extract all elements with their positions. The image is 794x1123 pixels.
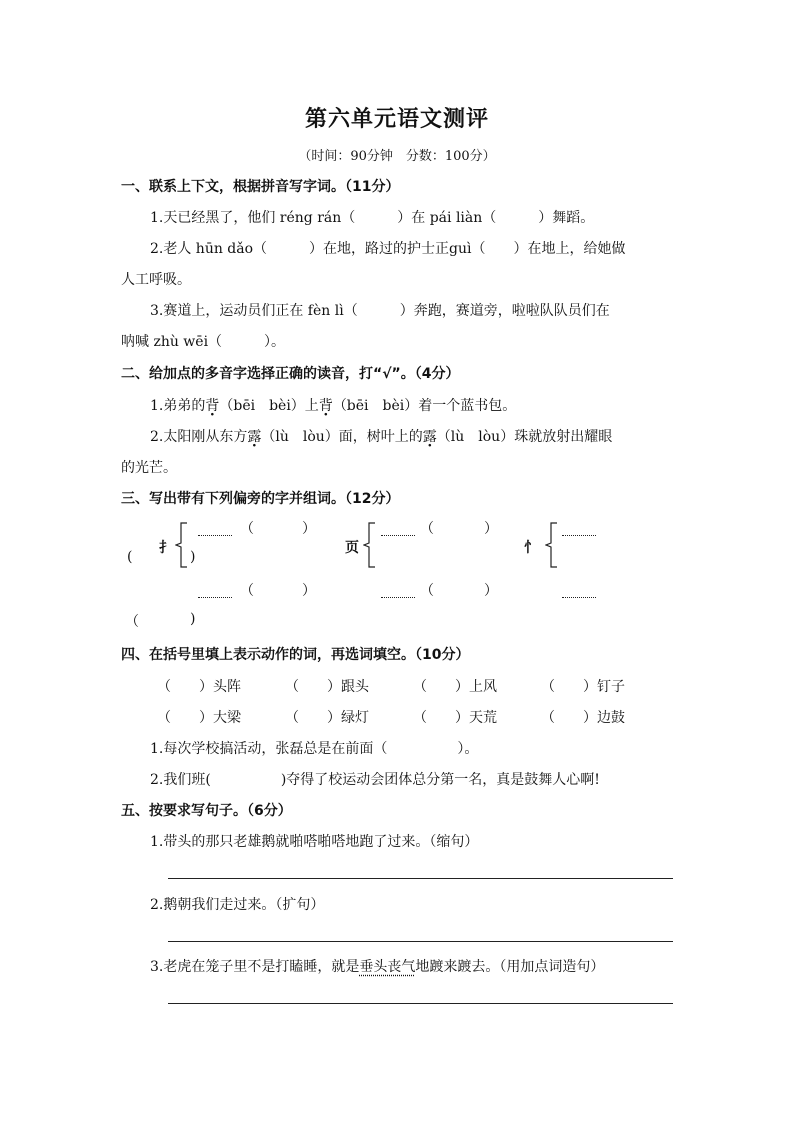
answer-paren-open: （ (420, 521, 434, 537)
phrase-item: （ ）上风 (413, 679, 497, 695)
answer-blank[interactable] (381, 535, 415, 536)
phrase-item: （ ）天荒 (413, 710, 497, 726)
answer-paren-open: （ (240, 583, 254, 599)
s2-q1-part: 1.弟弟的 (150, 398, 206, 414)
radical-page: 页 (345, 540, 359, 556)
s5-question-2: 2.鹅朝我们走过来。（扩句） (150, 897, 325, 913)
s1-question-3-line1: 3.赛道上，运动员们正在 fèn lì（ ）奔跑，赛道旁，啦啦队队员们在 (150, 303, 610, 319)
s4-question-1: 1.每次学校搞活动，张磊总是在前面（ ）。 (150, 741, 479, 757)
phrase-item: （ ）大梁 (157, 710, 241, 726)
dotted-char: 露 (422, 429, 437, 445)
answer-paren-close: ） (484, 521, 498, 537)
answer-line[interactable] (168, 941, 673, 942)
s4-question-2: 2.我们班( )夺得了校运动会团体总分第一名，真是鼓舞人心啊! (150, 772, 600, 788)
s2-q2-part: 2.太阳刚从东方 (150, 429, 248, 445)
s1-question-2-line2: 人工呼吸。 (121, 272, 191, 288)
answer-blank[interactable] (198, 535, 232, 536)
answer-line[interactable] (168, 878, 673, 879)
section-3-heading: 三、写出带有下列偏旁的字并组词。（12分） (121, 491, 400, 507)
s5-question-1: 1.带头的那只老雄鹅就啪嗒啪嗒地跑了过来。（缩句） (150, 834, 479, 850)
section-4-heading: 四、在括号里填上表示动作的词，再选词填空。（10分） (121, 647, 470, 663)
s1-question-1: 1.天已经黑了，他们 réng rán（ ）在 pái liàn（ ）舞蹈。 (150, 210, 595, 226)
page-title: 第六单元语文测评 (304, 107, 489, 132)
left-brace-1 (175, 521, 189, 569)
phrase-item: （ ）钉子 (541, 679, 625, 695)
s2-question-2-line1 (150, 426, 612, 446)
answer-paren-close: ） (484, 583, 498, 599)
exam-info: （时间：90分钟 分数：100分） (298, 149, 496, 164)
answer-blank[interactable] (381, 597, 415, 598)
section-2-heading: 二、给加点的多音字选择正确的读音，打“√”。（4分） (121, 366, 460, 382)
s2-question-2-line2: 的光芒。 (121, 460, 177, 476)
s2-q1-part: （bēi bèi）着一个蓝书包。 (332, 398, 517, 414)
s5-q3-part: 3.老虎在笼子里不是打瞌睡，就是 (150, 959, 360, 975)
section-5-heading: 五、按要求写句子。（6分） (121, 803, 292, 819)
s5-question-3 (150, 956, 604, 976)
answer-paren-open: （ (125, 614, 139, 630)
answer-paren-close: ） (302, 583, 316, 599)
left-brace-3 (545, 521, 559, 569)
s2-question-1 (150, 395, 516, 415)
dotted-word: 垂头丧气 (359, 959, 416, 975)
answer-paren-close: ) (190, 611, 196, 627)
answer-paren-close: ） (302, 521, 316, 537)
phrase-item: （ ）边鼓 (541, 710, 625, 726)
s1-question-2-line1: 2.老人 hūn dǎo（ ）在地，路过的护士正guì（ ）在地上，给她做 (150, 241, 626, 257)
left-brace-2 (363, 521, 377, 569)
dotted-char: 背 (205, 398, 220, 414)
s1-question-3-line2: 呐喊 zhù wēi（ ）。 (121, 334, 286, 350)
answer-line[interactable] (168, 1003, 673, 1004)
answer-paren-close: ) (190, 549, 196, 565)
radical-hand: 扌 (159, 540, 173, 556)
s5-q3-part: 地踱来踱去。（用加点词造句） (415, 959, 605, 975)
answer-blank[interactable] (562, 597, 596, 598)
answer-blank[interactable] (562, 535, 596, 536)
s2-q2-part: （lù lòu）面，树叶上的 (261, 429, 423, 445)
phrase-item: （ ）头阵 (157, 679, 241, 695)
answer-paren-open: （ (240, 521, 254, 537)
answer-blank[interactable] (198, 597, 232, 598)
phrase-item: （ ）跟头 (285, 679, 369, 695)
section-1-heading: 一、联系上下文，根据拼音写字词。（11分） (121, 179, 400, 195)
answer-paren-open: ( (127, 549, 133, 565)
radical-heart: 忄 (524, 540, 538, 556)
dotted-char: 露 (247, 429, 262, 445)
s2-q2-part: （lù lòu）珠就放射出耀眼 (436, 429, 613, 445)
dotted-char: 背 (318, 398, 333, 414)
phrase-item: （ ）绿灯 (285, 710, 369, 726)
answer-paren-open: （ (420, 583, 434, 599)
s2-q1-part: （bēi bèi）上 (219, 398, 319, 414)
